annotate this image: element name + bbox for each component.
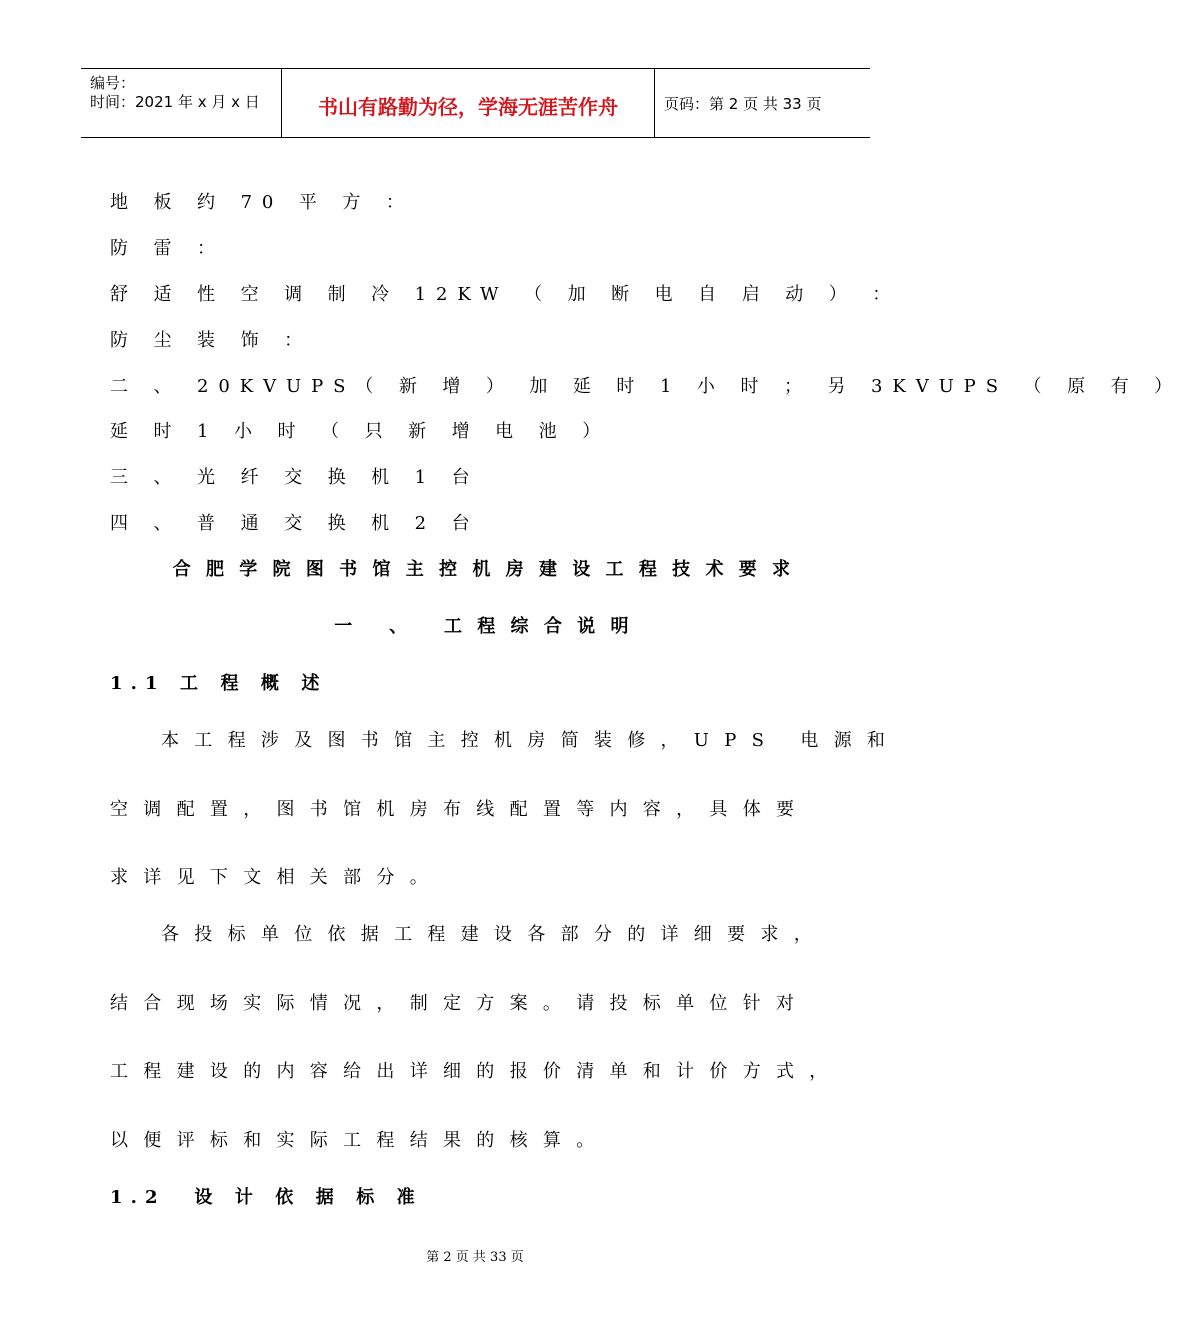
body-item: 二 、 20KVUPS（ 新 增 ） 加 延 时 1 小 时 ； 另 3KVUPS （ 原 有 ）	[110, 376, 1182, 397]
paragraph-line: 工程建设的内容给出详细的报价清单和计价方式，	[110, 1061, 843, 1082]
document-number-label: 编号：	[90, 74, 136, 92]
page-header	[81, 68, 870, 138]
page-footer: 第 2 页 共 33 页	[426, 1250, 524, 1265]
header-page-info: 页码：第 2 页 共 33 页	[664, 95, 822, 113]
paragraph-line: 空调配置，图书馆机房布线配置等内容，具体要	[110, 799, 810, 820]
heading-1-2: 1.2 设 计 依 据 标 准	[110, 1187, 423, 1208]
paragraph-line: 结合现场实际情况，制定方案。请投标单位针对	[110, 993, 810, 1014]
header-motto-cell	[282, 69, 655, 137]
body-item: 三 、 光 纤 交 换 机 1 台	[110, 467, 480, 488]
document-time-label: 时间：2021 年 x 月 x 日	[90, 93, 260, 111]
body-item: 舒 适 性 空 调 制 冷 12KW （ 加 断 电 自 启 动 ） ：	[110, 284, 901, 305]
body-item: 地 板 约 70 平 方 ：	[110, 192, 414, 213]
heading-1-1: 1.1 工 程 概 述	[110, 673, 328, 694]
section-title: 一 、 工程综合说明	[334, 616, 644, 637]
body-item: 防 雷 ：	[110, 238, 225, 259]
body-item: 防 尘 装 饰 ：	[110, 330, 312, 351]
body-item: 四 、 普 通 交 换 机 2 台	[110, 513, 480, 534]
paragraph-line: 本工程涉及图书馆主控机房简装修，UPS 电源和	[161, 730, 901, 751]
body-item: 延 时 1 小 时 （ 只 新 增 电 池 ）	[110, 421, 611, 442]
header-motto: 书山有路勤为径，学海无涯苦作舟	[318, 95, 618, 119]
paragraph-line: 各投标单位依据工程建设各部分的详细要求，	[161, 924, 827, 945]
header-meta-cell	[81, 69, 282, 137]
paragraph-line: 求详见下文相关部分。	[110, 867, 443, 888]
main-title: 合肥学院图书馆主控机房建设工程技术要求	[172, 559, 806, 580]
paragraph-line: 以便评标和实际工程结果的核算。	[110, 1130, 610, 1151]
header-page-cell	[655, 69, 870, 137]
